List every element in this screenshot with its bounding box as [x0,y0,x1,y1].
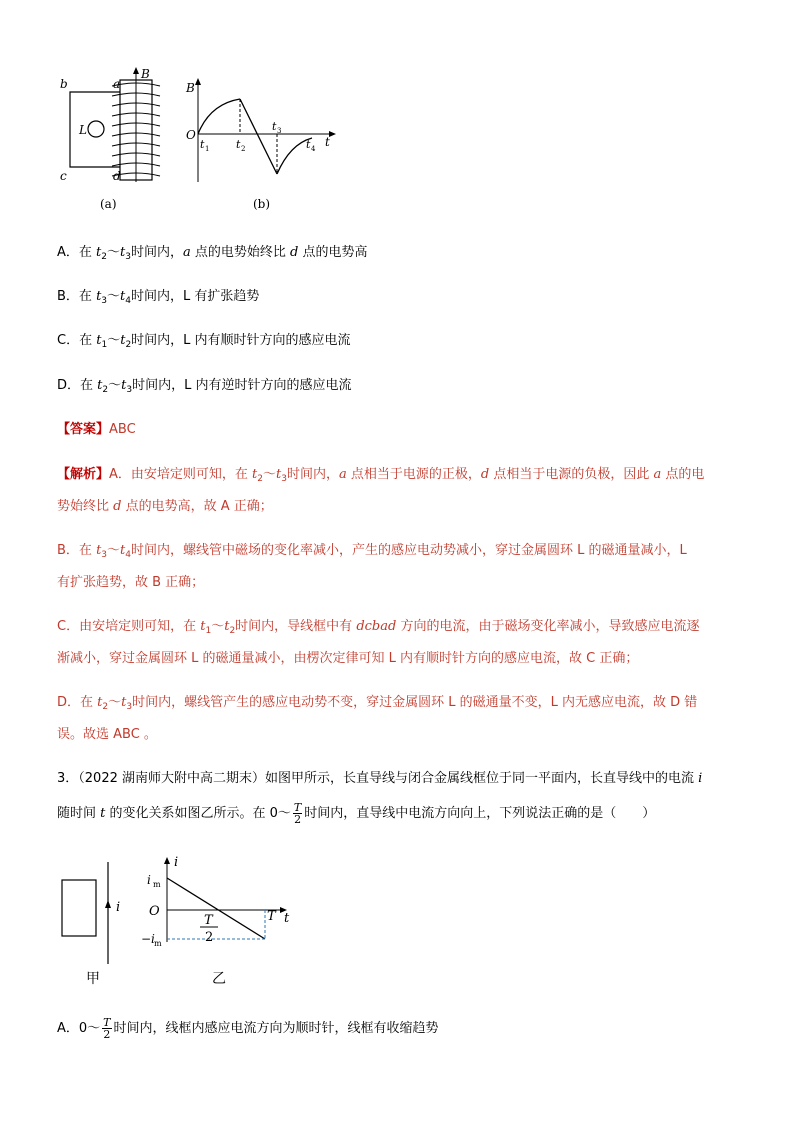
svg-text:T: T [267,909,276,924]
svg-text:2: 2 [241,145,246,153]
analysis-d-line2: 误。故选 ABC 。 [57,727,157,742]
svg-text:2: 2 [205,930,214,945]
analysis-c-line1: C．由安培定则可知，在 $t_1\sim t_2$时间内，导线框中有 dcbad 方向的电流，由于磁场变化率减小，导致感应电流逐 [57,619,700,636]
analysis-b-line1: B．在 $t_3\sim t_4$时间内，螺线管中磁场的变化率减小，产生的感应电动势减小，穿过金属圆环 L 的磁通量减小，L [57,543,687,560]
fraction-T-over-2: $\frac{T}{2}$ [103,1016,111,1041]
svg-text:t: t [236,138,241,151]
svg-text:4: 4 [311,145,316,153]
b-curve-rise [198,99,240,134]
svg-text:B: B [186,81,195,95]
svg-text:O: O [149,904,160,919]
figure-2 [55,852,315,992]
svg-text:t: t [325,135,330,149]
current-arrow-up [105,900,111,908]
analysis-a-line2: 势始终比 d 点的电势高，故 A 正确； [57,499,273,514]
analysis-c-line2: 渐减小，穿过金属圆环 L 的磁通量减小，由楞次定律可知 L 内有顺时针方向的感应电流，故 C 正确； [57,651,639,666]
svg-text:t: t [306,138,311,151]
caption-a: (a) [100,197,117,211]
label-a: a [113,77,121,91]
svg-text:T: T [204,913,213,928]
svg-text:O: O [186,128,196,142]
question-3-line1: 3．（2022 湖南师大附中高二期末）如图甲所示，长直导线与闭合金属线框位于同一平面内，长直导线中的电流 i [57,771,703,786]
svg-text:i: i [116,900,121,915]
fraction-T-over-2: $\frac{T}{2}$ [293,801,302,826]
closed-wire-frame [62,880,96,936]
svg-text:t: t [200,138,205,151]
option-c: C．在 $t_1\sim t_2$时间内，L 内有顺时针方向的感应电流 [57,333,351,350]
caption-b: (b) [253,197,271,211]
metal-ring-L [88,121,104,137]
label-B-field: B [141,67,150,81]
analysis-b-line2: 有扩张趋势，故 B 正确； [57,575,205,590]
option-a: A．在 $t_2\sim t_3$时间内，a 点的电势始终比 d 点的电势高 [57,245,368,262]
caption-yi: 乙 [212,971,226,987]
answer: 【答案】ABC [57,422,136,437]
option-b: B．在 $t_3\sim t_4$时间内，L 有扩张趋势 [57,289,260,306]
figure-1 [50,62,350,217]
label-c: c [60,169,67,183]
svg-text:m: m [153,880,161,889]
svg-text:i: i [174,855,179,870]
label-L: L [79,123,87,137]
analysis-a-line1: 【解析】A．由安培定则可知，在 $t_2\sim t_3$时间内，a 点相当于电源的正极，d 点相当于电源的负极，因此 a 点的电 [57,467,705,484]
caption-jia: 甲 [86,971,100,987]
question-3-option-a: A．0～ $\frac{T}{2}$ 时间内，线框内感应电流方向为顺时针，线框有收缩趋势 [57,1016,439,1041]
svg-text:−i: −i [141,932,155,946]
label-b: b [60,77,68,91]
svg-text:t: t [284,911,290,926]
option-d: D．在 $t_2\sim t_3$时间内，L 内有逆时针方向的感应电流 [57,378,352,395]
svg-text:i: i [147,873,151,887]
label-d: d [113,169,121,183]
svg-text:3: 3 [277,127,282,135]
b-curve-fall [240,99,277,174]
svg-text:m: m [154,939,162,948]
analysis-d-line1: D．在 $t_2\sim t_3$时间内，螺线管产生的感应电动势不变，穿过金属圆环 L 的磁通量不变，L 内无感应电流，故 D 错 [57,695,698,712]
question-3-line2: 随时间 t 的变化关系如图乙所示。在 0～ $\frac{T}{2}$ 时间内，直导线中电流方向向上，下列说法正确的是（ ） [57,801,656,826]
svg-text:1: 1 [205,145,210,153]
svg-text:t: t [272,120,277,133]
current-line [167,878,265,939]
